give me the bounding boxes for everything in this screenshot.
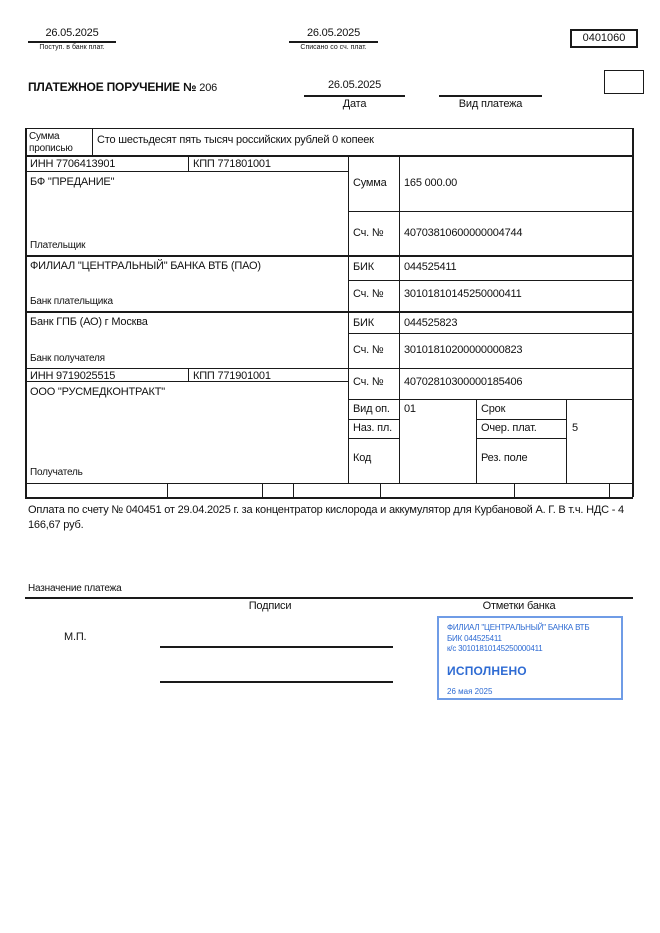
- divider: [304, 95, 405, 97]
- stamp-status: ИСПОЛНЕНО: [447, 663, 527, 678]
- table-border: [25, 171, 348, 172]
- table-border: [167, 483, 168, 497]
- payee-name: ООО "РУСМЕДКОНТРАКТ": [30, 386, 165, 398]
- stamp-bank-name: ФИЛИАЛ "ЦЕНТРАЛЬНЫЙ" БАНКА ВТБ: [447, 623, 590, 632]
- payer-name: БФ "ПРЕДАНИЕ": [30, 176, 115, 188]
- signature-line: [160, 681, 393, 683]
- payer-bank-account-value: 30101810145250000411: [404, 288, 522, 300]
- payer-bank-account-label: Сч. №: [353, 288, 384, 300]
- payee-bank-name: Банк ГПБ (АО) г Москва: [30, 316, 148, 328]
- stamp-bik: БИК 044525411: [447, 633, 502, 643]
- table-border: [609, 483, 610, 497]
- payee-inn: ИНН 9719025515: [30, 370, 116, 382]
- date-received-value: 26.05.2025: [45, 27, 99, 39]
- table-border: [476, 399, 477, 483]
- payer-bank-label: Банк плательщика: [30, 296, 113, 307]
- payment-type-box: [604, 70, 644, 94]
- table-border: [380, 483, 381, 497]
- document-date: 26.05.2025: [327, 79, 382, 91]
- table-border: [514, 483, 515, 497]
- table-border: [348, 333, 633, 334]
- table-border: [25, 311, 633, 313]
- payer-account-value: 40703810600000004744: [404, 227, 523, 239]
- divider: [289, 41, 378, 43]
- payee-bank-label: Банк получателя: [30, 353, 105, 364]
- table-border: [25, 368, 633, 369]
- payee-label: Получатель: [30, 467, 83, 478]
- payee-bank-bik-label: БИК: [353, 317, 374, 329]
- table-border: [399, 155, 400, 483]
- table-border: [188, 368, 189, 381]
- signatures-label: Подписи: [248, 600, 292, 612]
- term-label: Срок: [481, 403, 506, 415]
- payment-type-label: Вид платежа: [458, 98, 523, 110]
- payment-purpose-text: Оплата по счету № 040451 от 29.04.2025 г. за концентратор кислорода и аккумулятор для Курбановой А. Г. В т.ч. НДС - 4 166,67 руб.: [28, 504, 624, 531]
- table-border: [566, 399, 567, 483]
- table-border: [348, 211, 633, 212]
- form-code-box: 0401060: [570, 29, 638, 48]
- stamp-corr-account: к/с 30101810145250000411: [447, 644, 543, 654]
- payee-kpp: КПП 771901001: [193, 370, 271, 382]
- reserve-field-label: Рез. поле: [481, 452, 528, 464]
- divider: [28, 41, 116, 43]
- table-border: [25, 155, 633, 157]
- priority-label: Очер. плат.: [481, 422, 537, 434]
- table-border: [348, 419, 399, 420]
- signature-line: [160, 646, 393, 648]
- document-title: ПЛАТЕЖНОЕ ПОРУЧЕНИЕ № 206: [28, 80, 218, 94]
- table-border: [348, 155, 349, 483]
- document-number: 206: [199, 82, 218, 94]
- operation-type-value: 01: [404, 403, 416, 415]
- payee-bank-bik-value: 044525823: [404, 317, 458, 329]
- table-border: [293, 483, 294, 497]
- code-label: Код: [353, 452, 372, 464]
- payer-inn: ИНН 7706413901: [30, 158, 116, 170]
- table-border: [188, 155, 189, 171]
- operation-type-label: Вид оп.: [353, 403, 390, 415]
- table-border: [348, 280, 633, 281]
- amount-words-label: Сумма прописью: [29, 131, 73, 154]
- payee-account-value: 40702810300000185406: [404, 376, 523, 388]
- table-border: [348, 438, 399, 439]
- payer-kpp: КПП 771801001: [193, 158, 271, 170]
- date-debited-label: Списано со сч. плат.: [300, 44, 367, 51]
- payee-bank-account-label: Сч. №: [353, 344, 384, 356]
- payer-bank-name: ФИЛИАЛ "ЦЕНТРАЛЬНЫЙ" БАНКА ВТБ (ПАО): [30, 260, 261, 272]
- payer-account-label: Сч. №: [353, 227, 384, 239]
- table-border: [348, 399, 633, 400]
- amount-words-value: Сто шестьдесят пять тысяч российских рублей 0 копеек: [97, 134, 374, 146]
- date-received-label: Поступ. в банк плат.: [39, 44, 105, 51]
- stamp-place-label: М.П.: [64, 631, 87, 643]
- payer-bank-bik-label: БИК: [353, 261, 374, 273]
- payee-bank-account-value: 30101810200000000823: [404, 344, 523, 356]
- table-border: [25, 255, 633, 257]
- divider: [439, 95, 542, 97]
- purpose-code-label: Наз. пл.: [353, 422, 392, 434]
- payer-label: Плательщик: [30, 240, 86, 251]
- table-border: [92, 128, 93, 155]
- table-border: [25, 128, 27, 497]
- stamp-date: 26 мая 2025: [447, 686, 493, 696]
- payee-account-label: Сч. №: [353, 376, 384, 388]
- date-label: Дата: [342, 98, 367, 110]
- table-border: [262, 483, 263, 497]
- priority-value: 5: [572, 422, 578, 434]
- amount-value: 165 000.00: [404, 177, 458, 189]
- table-border: [476, 419, 566, 420]
- table-border: [25, 497, 633, 499]
- date-debited-value: 26.05.2025: [306, 27, 361, 39]
- amount-label: Сумма: [353, 177, 387, 189]
- bank-marks-label: Отметки банка: [482, 600, 556, 612]
- payer-bank-bik-value: 044525411: [404, 261, 457, 273]
- bank-stamp: [437, 616, 623, 700]
- table-border: [25, 597, 633, 599]
- payment-purpose-label: Назначение платежа: [28, 583, 122, 594]
- table-border: [25, 483, 633, 484]
- table-border: [476, 438, 566, 439]
- table-border: [632, 128, 634, 497]
- table-border: [25, 128, 633, 129]
